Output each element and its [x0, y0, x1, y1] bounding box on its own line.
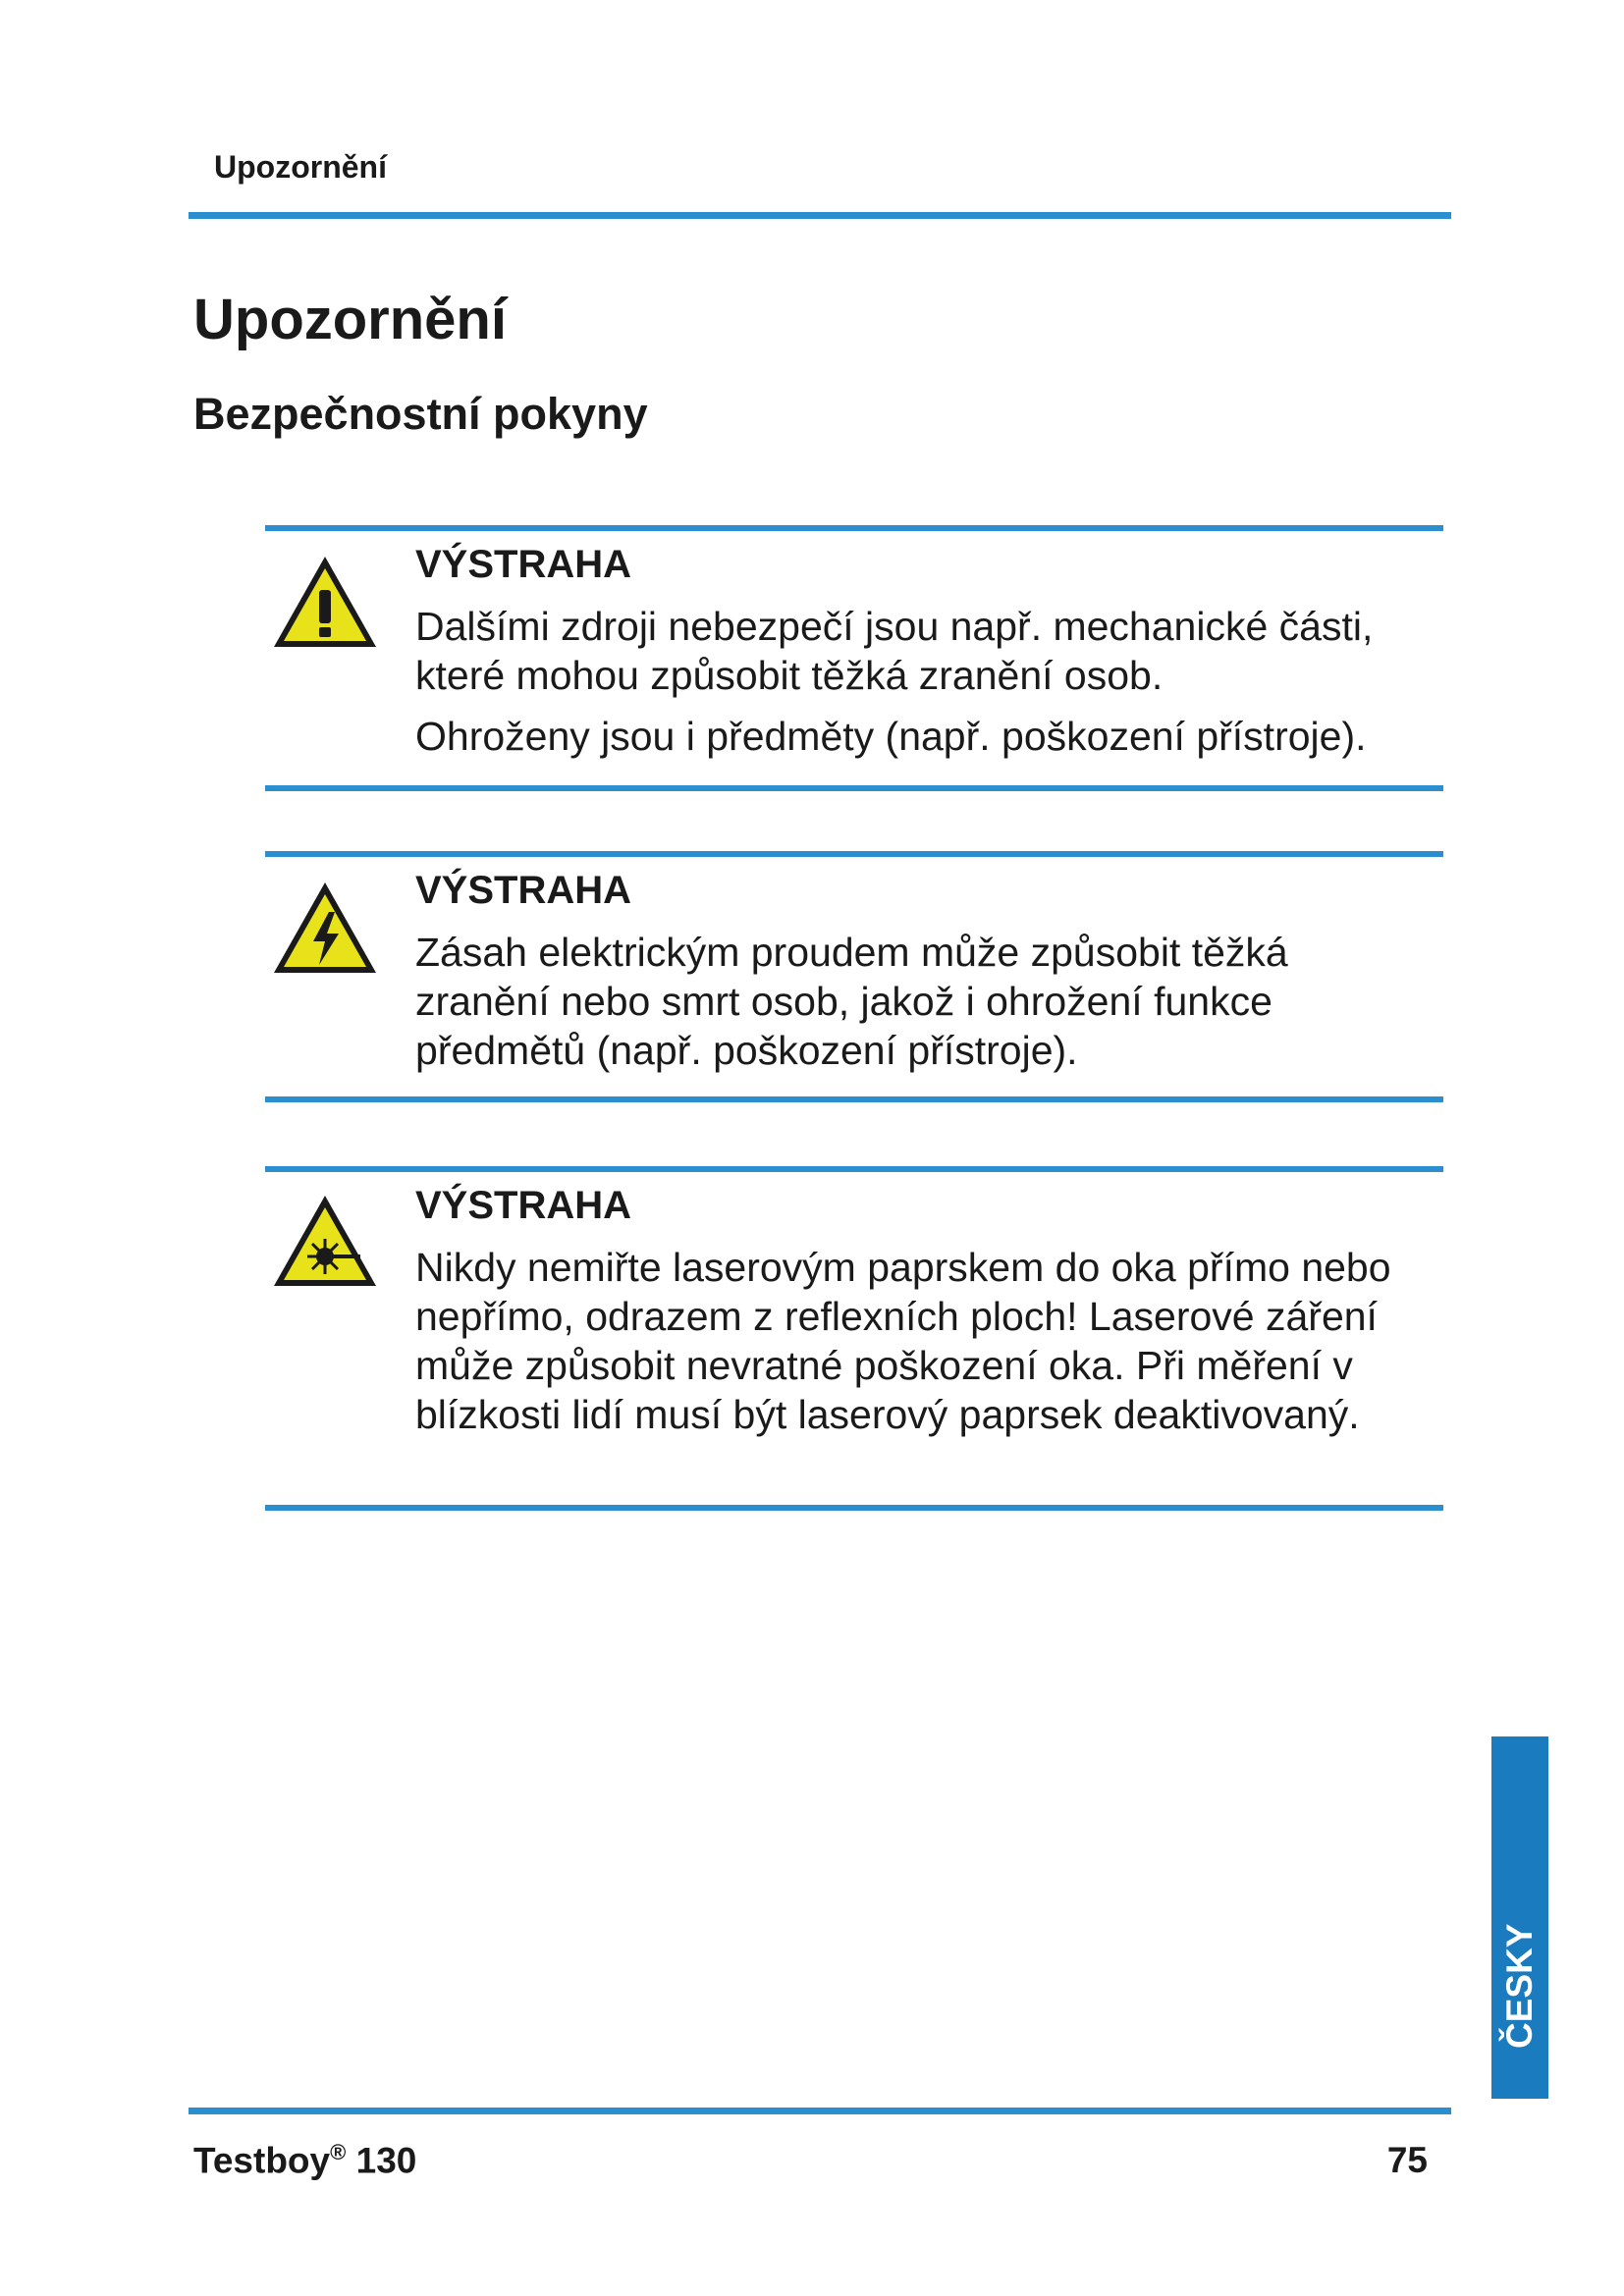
warning-content: [415, 867, 1427, 1087]
language-tab: [1491, 1736, 1548, 2099]
warning-top-rule: [265, 851, 1443, 857]
header-divider: [189, 212, 1451, 219]
laser-warning-icon: [270, 1192, 380, 1290]
warning-content: [415, 541, 1427, 773]
warning-block-general: [265, 525, 1443, 795]
warning-block-electric: [265, 851, 1443, 1108]
warning-bottom-rule: [265, 1505, 1443, 1511]
footer-divider: [189, 2108, 1451, 2114]
footer-product: [193, 2140, 416, 2181]
warning-top-rule: [265, 525, 1443, 531]
product-name: Testboy: [193, 2140, 331, 2181]
electric-shock-warning-icon: [270, 879, 380, 977]
warning-heading: VÝSTRAHA: [415, 543, 632, 586]
warning-text: Ohroženy jsou i předměty (např. poškození přístroje).: [415, 714, 1367, 760]
language-tab-label: ČESKY: [1499, 1923, 1540, 2049]
page-title: Upozornění: [193, 288, 507, 351]
page-number: 75: [1386, 2140, 1428, 2180]
warning-bottom-rule: [265, 785, 1443, 791]
warning-text: Zásah elektrickým proudem může způsobit těžká zranění nebo smrt osob, jakož i ohrožení funkce předmětů (např. poškození přístroje).: [415, 930, 1288, 1074]
warning-text: Dalšími zdroji nebezpečí jsou např. mechanické části, které mohou způsobit těžká zranění osob.: [415, 604, 1374, 699]
section-subtitle: Bezpečnostní pokyny: [193, 389, 648, 439]
warning-top-rule: [265, 1166, 1443, 1172]
warning-block-laser: [265, 1166, 1443, 1516]
warning-bottom-rule: [265, 1096, 1443, 1102]
product-model: 130: [355, 2140, 417, 2181]
warning-heading: VÝSTRAHA: [415, 1184, 632, 1227]
running-header: Upozornění: [214, 149, 387, 185]
registered-mark: ®: [330, 2140, 347, 2164]
warning-content: [415, 1182, 1427, 1451]
warning-text: Nikdy nemiřte laserovým paprskem do oka přímo nebo nepřímo, odrazem z reflexních ploch! Laserové záření může způsobit nevratné poškození oka. Při měření v blízkosti lidí musí být laserový paprsek deaktivovaný.: [415, 1245, 1391, 1438]
warning-heading: VÝSTRAHA: [415, 869, 632, 912]
general-warning-icon: [270, 553, 380, 651]
